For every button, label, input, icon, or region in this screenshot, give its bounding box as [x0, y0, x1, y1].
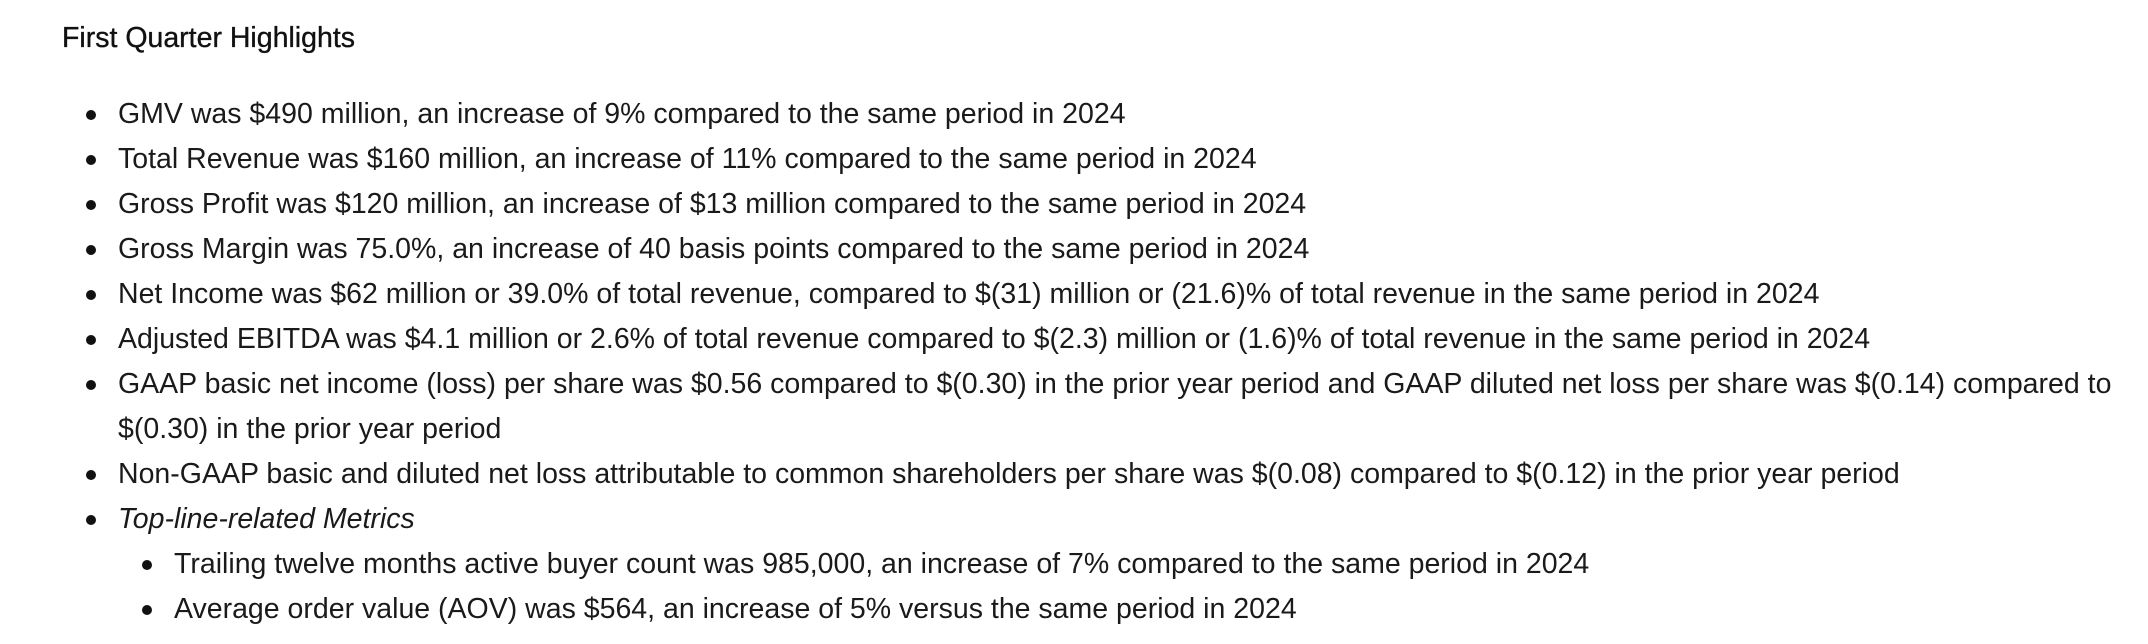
list-item-text: Total Revenue was $160 million, an increase of 11% compared to the same period in 2024 [118, 143, 1257, 175]
list-item [62, 317, 2122, 362]
list-item [62, 452, 2122, 497]
bullet-icon [86, 155, 96, 165]
highlights-list [62, 92, 2148, 632]
sub-list-item [118, 542, 2122, 587]
bullet-icon [86, 200, 96, 210]
bullet-icon [86, 110, 96, 120]
list-item-text: GAAP basic net income (loss) per share was $0.56 compared to $(0.30) in the prior year period and GAAP diluted net loss per share was $(0.14) compared to $(0.30) in the prior year period [118, 368, 2112, 445]
list-item [62, 227, 2122, 272]
list-item [62, 182, 2122, 227]
bullet-icon [86, 245, 96, 255]
list-item [62, 137, 2122, 182]
list-item-text: Adjusted EBITDA was $4.1 million or 2.6% of total revenue compared to $(2.3) million or (1.6)% of total revenue in the same period in 2024 [118, 323, 1871, 355]
list-item-text: Gross Margin was 75.0%, an increase of 40 basis points compared to the same period in 2024 [118, 233, 1310, 265]
bullet-icon [86, 290, 96, 300]
list-item-text: Gross Profit was $120 million, an increase of $13 million compared to the same period in 2024 [118, 188, 1307, 220]
list-item [62, 272, 2122, 317]
sub-list-item-text: Average order value (AOV) was $564, an increase of 5% versus the same period in 2024 [174, 593, 1297, 625]
list-item [62, 362, 2122, 452]
bullet-icon [142, 605, 152, 615]
bullet-icon [86, 470, 96, 480]
list-item-text: Non-GAAP basic and diluted net loss attributable to common shareholders per share was $(0.08) compared to $(0.12) in the prior year period [118, 458, 1900, 490]
list-item-text: GMV was $490 million, an increase of 9% compared to the same period in 2024 [118, 98, 1126, 130]
list-item-text: Net Income was $62 million or 39.0% of total revenue, compared to $(31) million or (21.6)% of total revenue in the same period in 2024 [118, 278, 1820, 310]
sub-list-item-text: Trailing twelve months active buyer count was 985,000, an increase of 7% compared to the same period in 2024 [174, 548, 1590, 580]
topline-metrics-label: Top-line-related Metrics [118, 503, 415, 535]
list-item [62, 92, 2122, 137]
topline-metrics-sublist [118, 542, 2122, 632]
bullet-icon [86, 380, 96, 390]
bullet-icon [86, 335, 96, 345]
bullet-icon [142, 560, 152, 570]
list-item-topline-metrics [62, 497, 2122, 632]
section-heading: First Quarter Highlights [62, 22, 356, 54]
bullet-icon [86, 515, 96, 525]
sub-list-item [118, 587, 2122, 632]
